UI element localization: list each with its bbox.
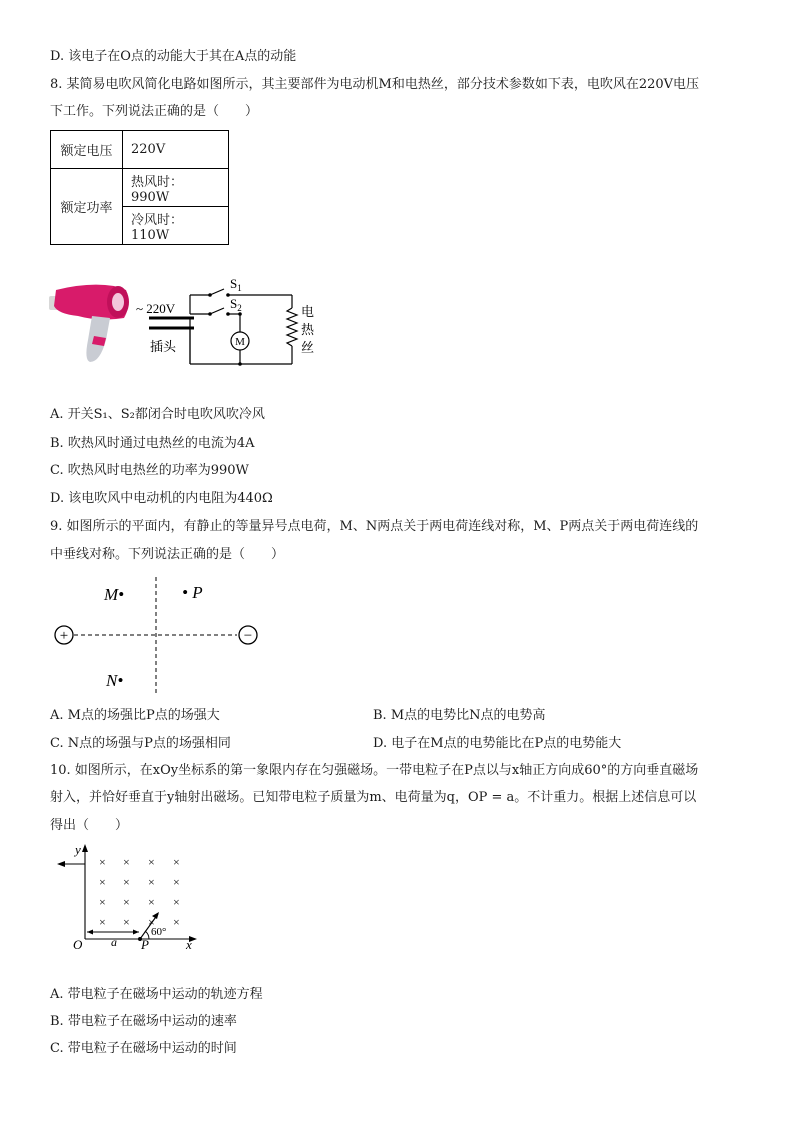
q8-option-c: C. 吹热风时电热丝的功率为990W xyxy=(50,463,249,478)
q8-option-b: B. 吹热风时通过电热丝的电流为4A xyxy=(50,436,255,451)
q10-option-c: C. 带电粒子在磁场中运动的时间 xyxy=(50,1041,237,1056)
field-mark: × xyxy=(148,855,155,869)
motor-label: M xyxy=(235,336,245,348)
q8-stem-line2: 下工作。下列说法正确的是（ ） xyxy=(50,104,259,119)
hair-dryer-image xyxy=(48,280,140,366)
plug-label: 插头 xyxy=(150,339,177,354)
point-n-label: N• xyxy=(106,671,124,690)
q10-stem-line3: 得出（ ） xyxy=(50,818,129,833)
x-axis-label: x xyxy=(186,937,192,952)
q9-option-c: C. N点的场强与P点的场强相同 xyxy=(50,736,231,751)
point-m-label: M• xyxy=(104,585,125,604)
field-mark: × xyxy=(99,915,106,929)
voltage-label: ~ 220V xyxy=(136,301,176,316)
field-mark: × xyxy=(123,915,130,929)
q10-stem-line2: 射入，并恰好垂直于y轴射出磁场。已知带电粒子质量为m、电荷量为q，OP = a。不计重力。根据上述信息可以 xyxy=(50,790,697,805)
field-marks xyxy=(99,855,180,929)
hot-wind-power: 热风时：990W xyxy=(123,169,229,207)
field-mark: × xyxy=(123,855,130,869)
rated-power-label: 额定功率 xyxy=(51,169,123,245)
field-mark: × xyxy=(99,875,106,889)
point-p-label: P xyxy=(141,937,149,952)
heater-label-2: 热 xyxy=(301,322,315,337)
field-mark: × xyxy=(148,915,155,929)
field-mark: × xyxy=(148,895,155,909)
q8-circuit-diagram xyxy=(136,276,330,368)
q9-stem-line2: 中垂线对称。下列说法正确的是（ ） xyxy=(50,547,285,562)
switch-s2-label: $S_2$ xyxy=(230,296,242,313)
switch-s1-label: $S_1$ xyxy=(230,276,242,293)
q8-stem-line1: 8. 某简易电吹风简化电路如图所示，其主要部件为电动机M和电热丝，部分技术参数如下表，电吹风在220V电压 xyxy=(50,77,700,92)
q7-option-d: D. 该电子在O点的动能大于其在A点的动能 xyxy=(50,49,297,64)
heater-label-1: 电 xyxy=(301,304,315,319)
cold-wind-power: 冷风时：110W xyxy=(123,207,229,245)
q8-parameter-table xyxy=(50,130,229,245)
q10-stem-line1: 10. 如图所示，在xOy坐标系的第一象限内存在匀强磁场。一带电粒子在P点以与x轴正方向成60°的方向垂直磁场 xyxy=(50,763,699,778)
q8-option-d: D. 该电吹风中电动机的内电阻为440Ω xyxy=(50,491,273,506)
q10-magnetic-field-diagram xyxy=(55,842,205,954)
y-axis-label: y xyxy=(75,842,81,857)
q9-stem-line1: 9. 如图所示的平面内，有静止的等量异号点电荷，M、N两点关于两电荷连线对称，M、P两点关于两电荷连线的 xyxy=(50,519,699,534)
angle-label: 60° xyxy=(151,926,167,938)
q8-option-a: A. 开关S₁、S₂都闭合时电吹风吹冷风 xyxy=(50,407,265,422)
q10-option-b: B. 带电粒子在磁场中运动的速率 xyxy=(50,1014,237,1029)
q10-option-a: A. 带电粒子在磁场中运动的轨迹方程 xyxy=(50,987,263,1002)
heater-label-3: 丝 xyxy=(301,340,315,355)
field-mark: × xyxy=(148,875,155,889)
positive-charge-sign: + xyxy=(59,628,69,644)
point-p-label: • P xyxy=(182,583,203,602)
q9-option-d: D. 电子在M点的电势能比在P点的电势能大 xyxy=(373,736,622,751)
field-mark: × xyxy=(173,895,180,909)
field-mark: × xyxy=(123,875,130,889)
field-mark: × xyxy=(99,855,106,869)
q9-option-b: B. M点的电势比N点的电势高 xyxy=(373,708,546,723)
field-mark: × xyxy=(173,875,180,889)
field-mark: × xyxy=(99,895,106,909)
field-mark: × xyxy=(173,915,180,929)
origin-label: O xyxy=(73,937,83,952)
field-mark: × xyxy=(123,895,130,909)
q9-charge-diagram xyxy=(50,575,270,700)
q9-option-a: A. M点的场强比P点的场强大 xyxy=(50,708,220,723)
distance-a-label: a xyxy=(111,935,117,949)
rated-voltage-label: 额定电压 xyxy=(51,131,123,169)
negative-charge-sign: − xyxy=(243,628,253,644)
field-mark: × xyxy=(173,855,180,869)
rated-voltage-value: 220V xyxy=(123,131,229,169)
